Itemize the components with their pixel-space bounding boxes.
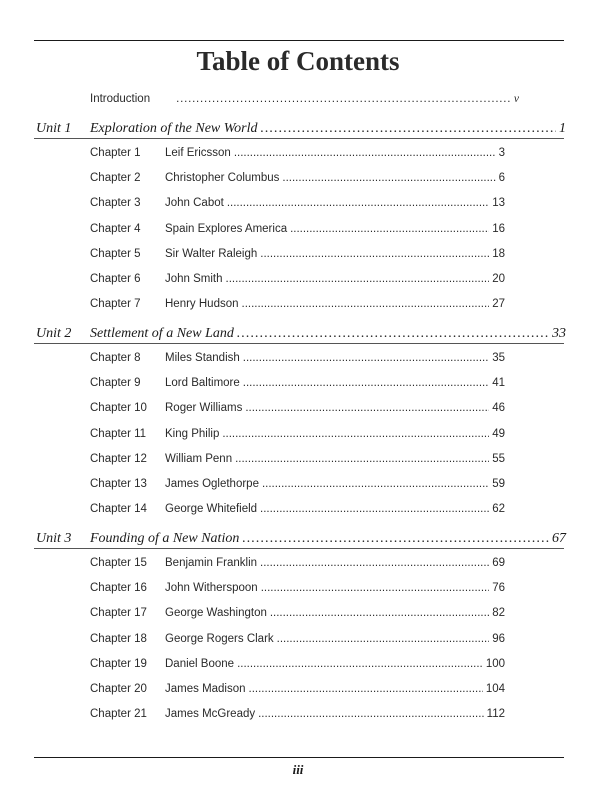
unit-label: Unit 2 bbox=[36, 326, 72, 341]
unit-heading-3[interactable] bbox=[36, 531, 566, 547]
toc-entry-chapter[interactable] bbox=[90, 428, 505, 440]
dot-leader bbox=[243, 352, 489, 364]
toc-entry-chapter[interactable] bbox=[90, 273, 505, 285]
chapter-page: 62 bbox=[492, 503, 505, 516]
unit-page: 33 bbox=[552, 326, 566, 341]
chapter-label: Chapter 9 bbox=[90, 377, 141, 390]
unit-underline bbox=[34, 138, 564, 139]
chapter-title: Roger Williams bbox=[165, 402, 243, 415]
chapter-label: Chapter 19 bbox=[90, 657, 147, 670]
toc-entry-chapter[interactable] bbox=[90, 298, 505, 310]
chapter-title: William Penn bbox=[165, 452, 233, 465]
dot-leader bbox=[260, 248, 489, 260]
toc-entry-chapter[interactable] bbox=[90, 197, 505, 209]
chapter-label: Chapter 5 bbox=[90, 247, 141, 260]
dot-leader bbox=[270, 607, 489, 619]
chapter-title: Leif Ericsson bbox=[165, 147, 231, 159]
chapter-title: Lord Baltimore bbox=[165, 377, 240, 390]
dot-leader bbox=[235, 453, 489, 465]
unit-underline bbox=[34, 343, 564, 344]
toc-entry-chapter[interactable] bbox=[90, 223, 505, 235]
unit-page: 1 bbox=[559, 121, 566, 136]
chapter-page: 69 bbox=[492, 557, 505, 569]
chapter-label: Chapter 4 bbox=[90, 222, 141, 235]
dot-leader bbox=[242, 531, 549, 547]
chapter-page: 49 bbox=[492, 427, 505, 440]
dot-leader bbox=[282, 172, 495, 184]
chapter-title: Henry Hudson bbox=[165, 298, 239, 311]
dot-leader bbox=[226, 273, 490, 285]
chapter-label: Chapter 15 bbox=[90, 557, 147, 569]
bottom-rule bbox=[34, 757, 564, 758]
dot-leader bbox=[237, 658, 483, 670]
chapter-page: 27 bbox=[492, 298, 505, 311]
dot-leader bbox=[242, 298, 490, 310]
chapter-page: 6 bbox=[498, 172, 505, 185]
toc-entry-chapter[interactable] bbox=[90, 503, 505, 515]
chapter-title: James Oglethorpe bbox=[165, 478, 259, 490]
unit-title: Exploration of the New World bbox=[90, 121, 258, 136]
toc-entry-chapter[interactable] bbox=[90, 147, 505, 159]
chapter-page: 46 bbox=[492, 402, 505, 415]
unit-title: Founding of a New Nation bbox=[90, 531, 240, 546]
chapter-title: King Philip bbox=[165, 427, 220, 440]
chapter-page: 55 bbox=[492, 452, 505, 465]
toc-entry-chapter[interactable] bbox=[90, 453, 505, 465]
chapter-page: 16 bbox=[492, 222, 505, 235]
chapter-page: 82 bbox=[492, 607, 505, 620]
chapter-label: Chapter 20 bbox=[90, 683, 147, 695]
chapter-title: George Whitefield bbox=[165, 503, 258, 516]
chapter-title: Benjamin Franklin bbox=[165, 557, 258, 569]
chapter-label: Chapter 17 bbox=[90, 607, 147, 620]
chapter-label: Chapter 2 bbox=[90, 172, 141, 185]
chapter-label: Chapter 6 bbox=[90, 273, 141, 285]
chapter-page: 13 bbox=[492, 197, 505, 210]
chapter-label: Chapter 1 bbox=[90, 147, 141, 159]
page-title: Table of Contents bbox=[196, 46, 400, 76]
chapter-label: Chapter 21 bbox=[90, 708, 147, 721]
chapter-title: Daniel Boone bbox=[165, 657, 235, 670]
toc-entry-chapter[interactable] bbox=[90, 478, 505, 490]
page-number: iii bbox=[292, 762, 304, 777]
toc-entry-chapter[interactable] bbox=[90, 377, 505, 389]
chapter-label: Chapter 12 bbox=[90, 452, 147, 465]
chapter-page: 59 bbox=[492, 478, 505, 490]
chapter-label: Chapter 18 bbox=[90, 632, 147, 645]
toc-entry-chapter[interactable] bbox=[90, 172, 505, 184]
chapter-page: 112 bbox=[486, 708, 505, 721]
chapter-title: James Madison bbox=[165, 683, 246, 695]
chapter-label: Chapter 7 bbox=[90, 298, 141, 311]
dot-leader bbox=[222, 428, 489, 440]
chapter-page: 100 bbox=[485, 657, 505, 670]
dot-leader bbox=[227, 197, 489, 209]
unit-heading-2[interactable] bbox=[36, 326, 566, 342]
unit-label: Unit 1 bbox=[36, 121, 72, 136]
toc-entry-chapter[interactable] bbox=[90, 633, 505, 645]
chapter-page: 35 bbox=[492, 352, 505, 364]
toc-entry-introduction[interactable] bbox=[90, 93, 519, 105]
chapter-title: George Washington bbox=[165, 607, 267, 620]
unit-page: 67 bbox=[552, 531, 566, 546]
chapter-label: Chapter 14 bbox=[90, 503, 147, 516]
dot-leader bbox=[243, 377, 489, 389]
chapter-label: Chapter 13 bbox=[90, 478, 147, 490]
chapter-label: Chapter 11 bbox=[90, 427, 147, 440]
chapter-title: George Rogers Clark bbox=[165, 632, 274, 645]
dot-leader bbox=[176, 93, 511, 105]
chapter-title: John Witherspoon bbox=[165, 582, 258, 595]
dot-leader bbox=[245, 402, 489, 414]
unit-heading-1[interactable] bbox=[36, 121, 566, 137]
chapter-page: 20 bbox=[492, 273, 505, 285]
toc-entry-chapter[interactable] bbox=[90, 683, 505, 695]
dot-leader bbox=[234, 147, 496, 159]
unit-title: Settlement of a New Land bbox=[90, 326, 234, 341]
chapter-title: Miles Standish bbox=[165, 352, 240, 364]
chapter-title: Spain Explores America bbox=[165, 222, 288, 235]
dot-leader bbox=[277, 633, 490, 645]
toc-entry-chapter[interactable] bbox=[90, 352, 505, 364]
chapter-label: Chapter 10 bbox=[90, 402, 147, 415]
introduction-label: Introduction bbox=[90, 93, 151, 105]
chapter-title: Sir Walter Raleigh bbox=[165, 247, 258, 260]
dot-leader bbox=[261, 582, 490, 594]
dot-leader bbox=[260, 503, 489, 515]
chapter-page: 41 bbox=[492, 377, 505, 390]
chapter-title: John Cabot bbox=[165, 197, 224, 210]
dot-leader bbox=[260, 121, 556, 137]
dot-leader bbox=[258, 708, 484, 720]
chapter-title: John Smith bbox=[165, 273, 223, 285]
dot-leader bbox=[260, 557, 489, 569]
dot-leader bbox=[262, 478, 489, 490]
chapter-label: Chapter 3 bbox=[90, 197, 141, 210]
introduction-page: v bbox=[513, 93, 519, 105]
chapter-page: 104 bbox=[485, 683, 505, 695]
toc-entry-chapter[interactable] bbox=[90, 658, 505, 670]
chapter-label: Chapter 8 bbox=[90, 352, 141, 364]
dot-leader bbox=[237, 326, 549, 342]
toc-entry-chapter[interactable] bbox=[90, 607, 505, 619]
toc-entry-chapter[interactable] bbox=[90, 708, 505, 720]
unit-label: Unit 3 bbox=[36, 531, 72, 546]
toc-entry-chapter[interactable] bbox=[90, 248, 505, 260]
chapter-page: 96 bbox=[492, 632, 505, 645]
unit-underline bbox=[34, 548, 564, 549]
toc-entry-chapter[interactable] bbox=[90, 557, 505, 569]
dot-leader bbox=[249, 683, 483, 695]
toc-entry-chapter[interactable] bbox=[90, 402, 505, 414]
chapter-page: 18 bbox=[492, 247, 505, 260]
chapter-page: 3 bbox=[498, 147, 505, 159]
toc-entry-chapter[interactable] bbox=[90, 582, 505, 594]
chapter-title: Christopher Columbus bbox=[165, 172, 280, 185]
chapter-page: 76 bbox=[492, 582, 505, 595]
top-rule bbox=[34, 40, 564, 41]
chapter-label: Chapter 16 bbox=[90, 582, 147, 595]
chapter-title: James McGready bbox=[165, 708, 256, 721]
dot-leader bbox=[290, 223, 489, 235]
